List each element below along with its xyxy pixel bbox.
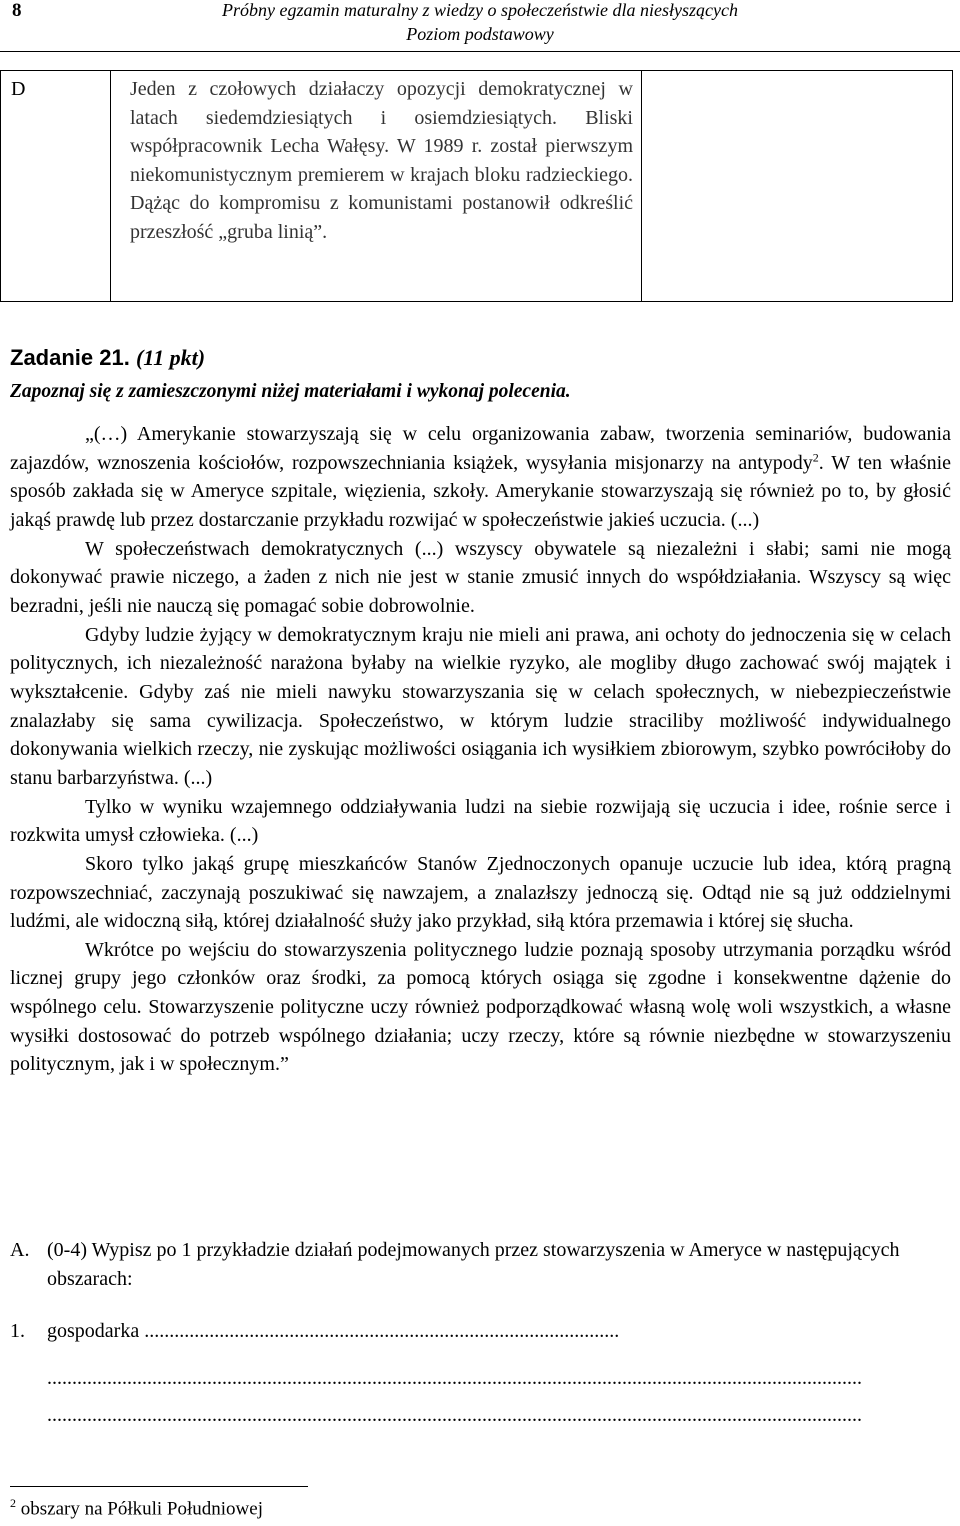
question-a: [10, 1236, 951, 1293]
task-points: (11 pkt): [135, 345, 206, 370]
exam-title: Próbny egzamin maturalny z wiedzy o społeczeństwie dla niesłyszących: [222, 0, 738, 20]
question-text: (0-4) Wypisz po 1 przykładzie działań podejmowanych przez stowarzyszenia w Ameryce w następujących obszarach:: [47, 1239, 900, 1290]
page-number: 8: [12, 0, 22, 21]
footnote-reference: 2: [812, 450, 819, 464]
answer-label: [47, 1320, 619, 1343]
task-instruction: Zapoznaj się z zamieszczonymi niżej materiałami i wykonaj polecenia.: [10, 381, 571, 402]
question-letter: A.: [10, 1239, 30, 1261]
footnote-divider: [10, 1486, 308, 1487]
answer-field[interactable]: ...............................................................................................: [144, 1320, 620, 1342]
source-excerpt: [10, 420, 951, 1079]
footnote-text: obszary na Półkuli Południowej: [20, 1498, 263, 1520]
answer-field[interactable]: ...................................................................................................................................................................: [47, 1367, 862, 1389]
source-paragraph: Gdyby ludzie żyjący w demokratycznym kraju nie mieli ani prawa, ani ochoty do jednoczenia się w celach politycznych, ich niezależność narażona byłaby na wielkie ryzyko, ale mogliby długo zachować swój majątek i wykształcenie. Gdyby zaś nie mieli nawyku stowarzyszania się w celach społecznych, w niebezpieczeństwie znalazłaby się sama cywilizacja. Społeczeństwo, w którym ludzie straciliby możliwość indywidualnego dokonywania wielkich rzeczy, nie zyskując możliwości osiągania ich wysiłkiem zbiorowym, szybko powróciłoby do stanu barbarzyństwa. (...): [10, 623, 951, 789]
exam-level: Poziom podstawowy: [406, 24, 554, 44]
table-column-divider: [641, 71, 642, 301]
answer-label-text: gospodarka: [47, 1320, 140, 1342]
paragraph-text: . W ten właśnie sposób zakłada się w Ameryce szpitale, więzienia, szkoły. Amerykanie stowarzyszają się również po to, by głosić jakąś prawdę lub przez dostarczanie przykładu rozwijać w społeczeństwie jakieś uczucia. (...): [10, 451, 952, 531]
source-paragraph: [10, 420, 951, 535]
source-paragraph: Wkrótce po wejściu do stowarzyszenia politycznego ludzie poznają sposoby utrzymania porządku wśród licznej grupy jego członków oraz środki, za pomocą których osiąga się zgodne i konsekwentne dążenie do wspólnego celu. Stowarzyszenie polityczne uczy również podporządkować własną wolę woli wszystkich, a własne wysiłki dostosować do potrzeb wspólnego działania; uczy rzeczy, które są równie niezbędne w stowarzyszeniu politycznym, jak i w społecznym.”: [10, 938, 951, 1076]
row-description: Jeden z czołowych działaczy opozycji demokratycznej w latach siedemdziesiątych i osiemdziesiątych. Bliski współpracownik Lecha Wałęsy. W 1989 r. został pierwszym niekomunistycznym premierem w krajach bloku radzieckiego. Dążąc do kompromisu z komunistami postanowił odkreślić przeszłość „gruba linią”.: [130, 78, 633, 243]
source-paragraph: Skoro tylko jakąś grupę mieszkańców Stanów Zjednoczonych opanuje uczucie lub idea, którą pragną rozpowszechniać, zaczynają poszukiwać się nawzajem, a znalazłszy jednoczą się. Odtąd nie są już oddzielnymi ludźmi, ale widoczną siłą, której działalność służy jako przykład, siłą która przemawia i której się słucha.: [10, 852, 951, 933]
answer-field[interactable]: ...................................................................................................................................................................: [47, 1404, 862, 1426]
footnote-marker: 2: [10, 1496, 16, 1510]
header-divider: [0, 51, 960, 52]
task-title: Zadanie 21.: [10, 345, 130, 370]
paragraph-text: „(…) Amerykanie stowarzyszają się w celu organizowania zabaw, tworzenia seminariów, budowania zajazdów, wznoszenia kościołów, rozpowszechniania książek, wysyłania misjonarzy na antypody: [10, 423, 951, 474]
task-heading: [10, 345, 205, 371]
matching-table-row: [0, 70, 953, 302]
answer-number: 1.: [10, 1320, 25, 1342]
row-letter: D: [11, 78, 26, 100]
footnote: [10, 1496, 263, 1520]
source-paragraph: W społeczeństwach demokratycznych (...) wszyscy obywatele są niezależni i słabi; sami nie mogą dokonywać prawie niczego, a żaden z nich nie jest w stanie zmusić innych do współdziałania. Wszyscy są więc bezradni, jeśli nie nauczą się pomagać sobie dobrowolnie.: [10, 537, 951, 617]
table-column-divider: [110, 71, 111, 301]
source-paragraph: Tylko w wyniku wzajemnego oddziaływania ludzi na siebie rozwijają się uczucia i idee, rośnie serce i rozkwita umysł człowieka. (...): [10, 795, 951, 847]
